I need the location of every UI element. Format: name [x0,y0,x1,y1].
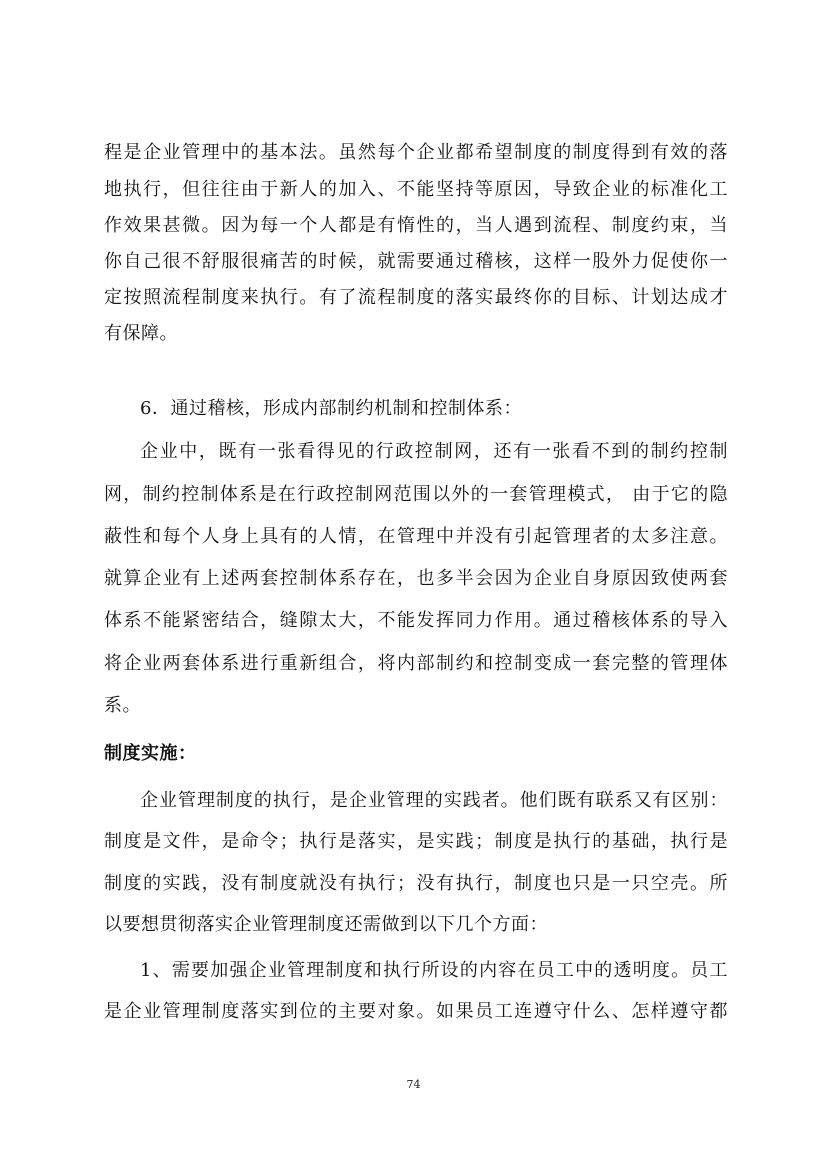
paragraph-line: 1、需要加强企业管理制度和执行所设的内容在员工中的透明度。员工 [140,960,728,981]
paragraph-line: 定按照流程制度来执行。有了流程制度的落实最终你的目标、计划达成才 [104,287,728,308]
paragraph-line: 系。 [104,695,141,716]
paragraph-line: 蔽性和每个人身上具有的人情，在管理中并没有引起管理者的太多注意。 [104,526,728,547]
paragraph-line: 网，制约控制体系是在行政控制网范围以外的一套管理模式， 由于它的隐 [104,484,728,505]
paragraph-line: 制度是文件，是命令；执行是落实，是实践；制度是执行的基础，执行是 [104,831,728,852]
paragraph-line: 制度的实践，没有制度就没有执行；没有执行，制度也只是一只空壳。所 [104,873,728,894]
paragraph-line: 就算企业有上述两套控制体系存在，也多半会因为企业自身原因致使两套 [104,568,728,589]
page-number: 74 [406,1078,421,1091]
paragraph-line: 作效果甚微。因为每一个人都是有惰性的，当人遇到流程、制度约束，当 [104,215,728,236]
section-item-heading: 6．通过稽核，形成内部制约机制和控制体系： [140,398,522,419]
paragraph-line: 程是企业管理中的基本法。虽然每个企业都希望制度的制度得到有效的落 [104,142,728,163]
paragraph-line: 是企业管理制度落实到位的主要对象。如果员工连遵守什么、怎样遵守都 [104,1001,728,1022]
section-heading: 制度实施： [104,743,197,764]
paragraph-line: 地执行，但往往由于新人的加入、不能坚持等原因，导致企业的标准化工 [104,179,728,200]
paragraph-line: 企业管理制度的执行，是企业管理的实践者。他们既有联系又有区别： [140,790,728,811]
paragraph-line: 有保障。 [104,323,178,344]
paragraph-line: 企业中，既有一张看得见的行政控制网，还有一张看不到的制约控制 [140,441,728,462]
paragraph-line: 以要想贯彻落实企业管理制度还需做到以下几个方面： [104,914,548,935]
paragraph-line: 体系不能紧密结合，缝隙太大，不能发挥同力作用。通过稽核体系的导入 [104,610,728,631]
paragraph-line: 将企业两套体系进行重新组合，将内部制约和控制变成一套完整的管理体 [104,653,728,674]
paragraph-line: 你自己很不舒服很痛苦的时候，就需要通过稽核，这样一股外力促使你一 [104,251,728,272]
